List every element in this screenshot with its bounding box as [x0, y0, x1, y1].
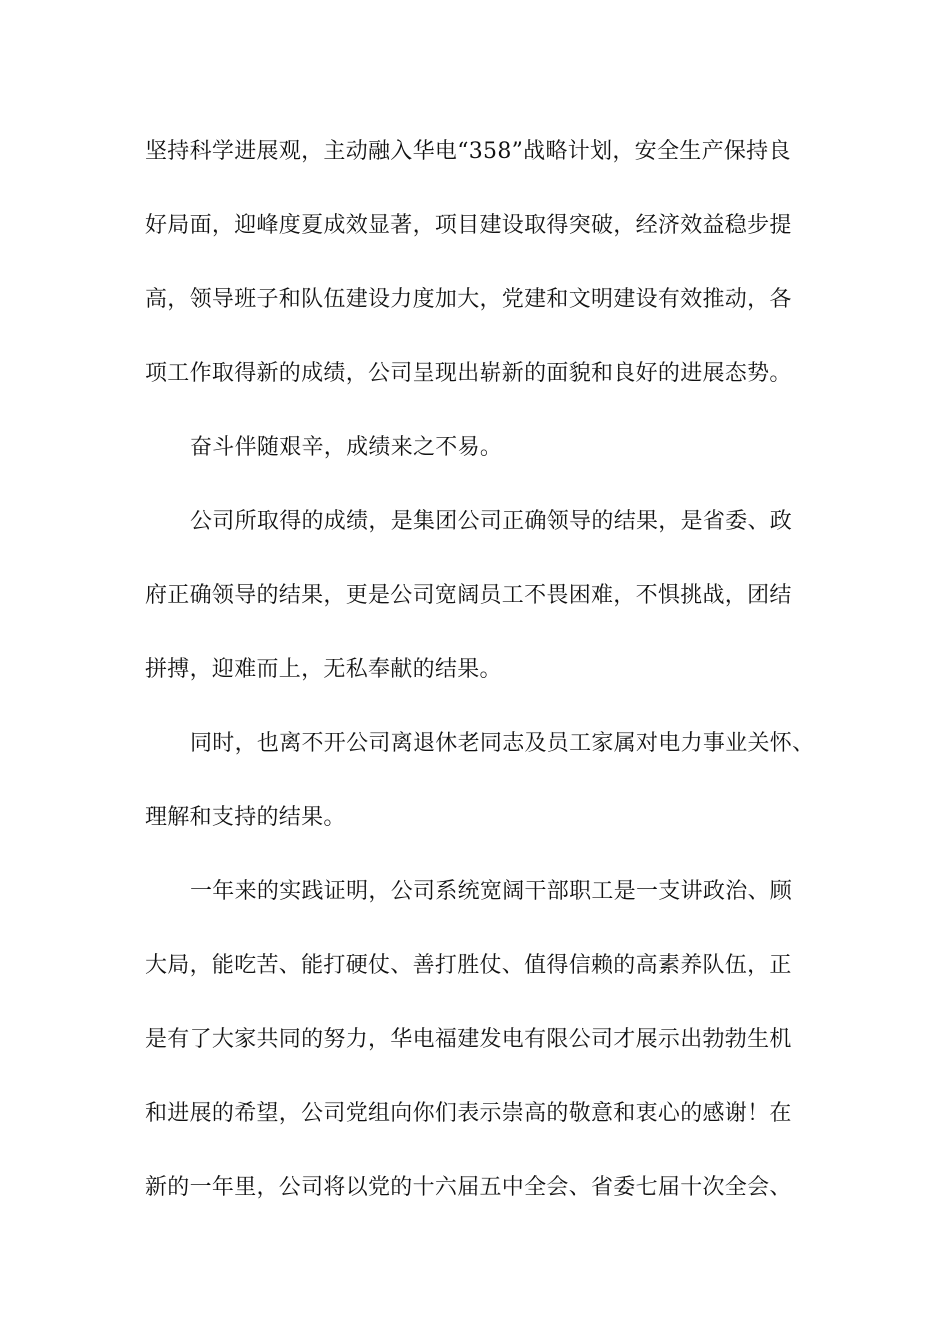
text-line: 拼搏，迎难而上，无私奉献的结果。: [145, 657, 502, 682]
text-line: 高，领导班子和队伍建设力度加大，党建和文明建设有效推动，各: [145, 287, 792, 312]
text-line: 大局，能吃苦、能打硬仗、善打胜仗、值得信赖的高素养队伍，正: [145, 953, 792, 978]
text-line: 和进展的希望，公司党组向你们表示崇高的敬意和衷心的感谢！在: [145, 1101, 792, 1126]
text-line: 府正确领导的结果，更是公司宽阔员工不畏困难，不惧挑战，团结: [145, 583, 792, 608]
paragraph-first-line: 奋斗伴随艰辛，成绩来之不易。: [190, 435, 503, 460]
text-line: 理解和支持的结果。: [145, 805, 346, 830]
text-line: 是有了大家共同的努力，华电福建发电有限公司才展示出勃勃生机: [145, 1027, 792, 1052]
text-line: 项工作取得新的成绩，公司呈现出崭新的面貌和良好的进展态势。: [145, 361, 792, 386]
paragraph-first-line: 同时，也离不开公司离退休老同志及员工家属对电力事业关怀、: [190, 731, 815, 756]
text-line: 坚持科学进展观，主动融入华电“358”战略计划，安全生产保持良: [145, 139, 791, 164]
paragraph-first-line: 公司所取得的成绩，是集团公司正确领导的结果，是省委、政: [190, 509, 793, 534]
paragraph-first-line: 一年来的实践证明，公司系统宽阔干部职工是一支讲政治、顾: [190, 879, 793, 904]
text-line: 好局面，迎峰度夏成效显著，项目建设取得突破，经济效益稳步提: [145, 213, 792, 238]
text-line: 新的一年里，公司将以党的十六届五中全会、省委七届十次全会、: [145, 1175, 792, 1200]
